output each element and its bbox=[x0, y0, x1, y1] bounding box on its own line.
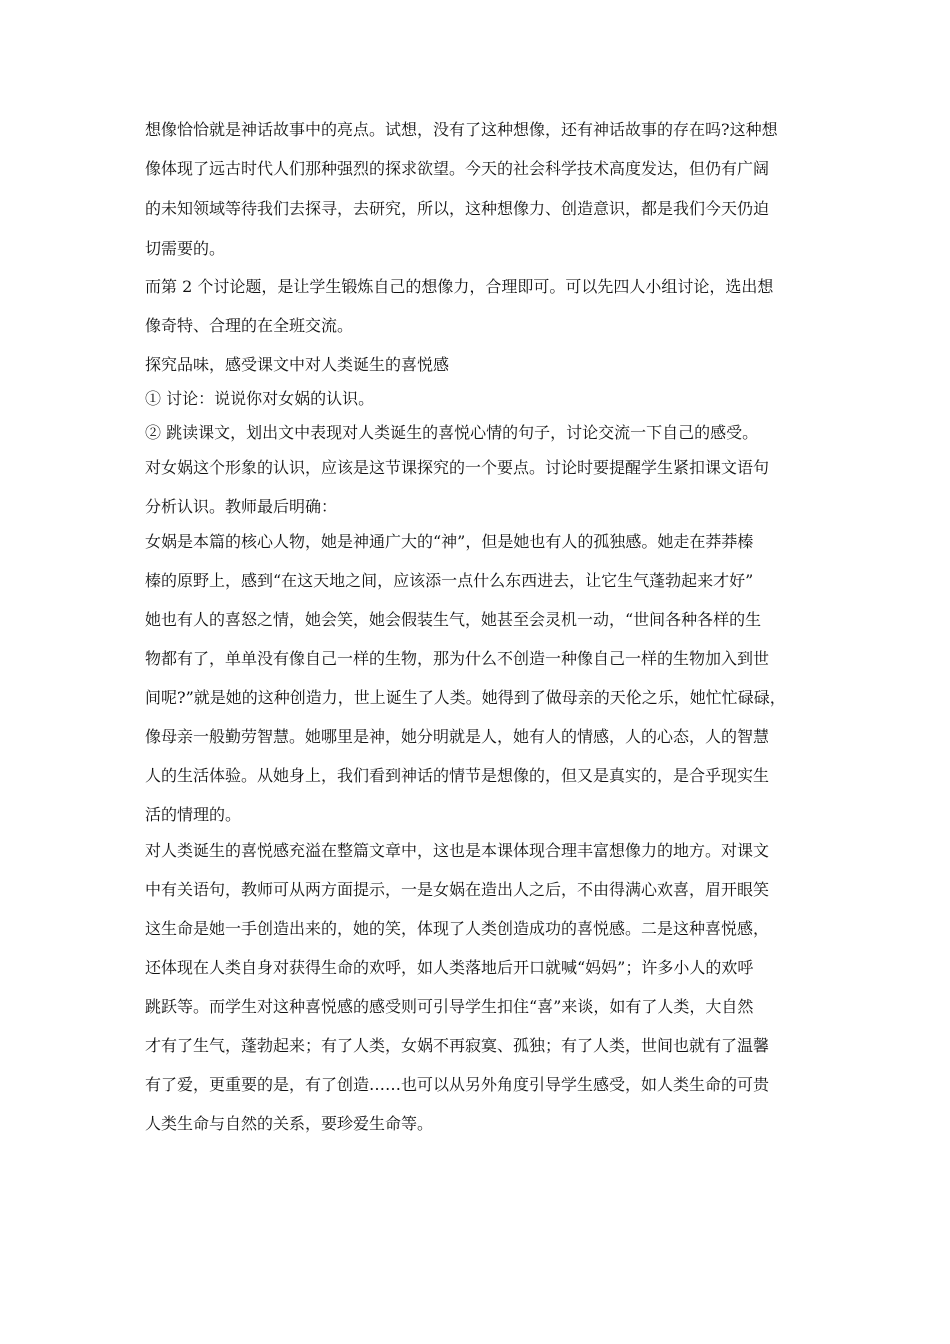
text-line: 跳跃等。而学生对这种喜悦感的感受则可引导学生扣住“喜”来谈，如有了人类，大自然 bbox=[145, 997, 754, 1016]
text-line: 人类生命与自然的关系，要珍爱生命等。 bbox=[145, 1114, 434, 1133]
list-item: ② 跳读课文，划出文中表现对人类诞生的喜悦心情的句子，讨论交流一下自己的感受。 bbox=[145, 423, 759, 442]
text-line: 榛的原野上，感到“在这天地之间，应该添一点什么东西进去，让它生气蓬勃起来才好” bbox=[145, 571, 754, 590]
text-line: 这生命是她一手创造出来的，她的笑，体现了人类创造成功的喜悦感。二是这种喜悦感， bbox=[145, 919, 770, 938]
text-line: 的未知领域等待我们去探寻，去研究，所以，这种想像力、创造意识，都是我们今天仍迫 bbox=[145, 199, 770, 218]
text-line: 物都有了，单单没有像自己一样的生物，那为什么不创造一种像自己一样的生物加入到世 bbox=[145, 649, 770, 668]
text-line: 才有了生气，蓬勃起来；有了人类，女娲不再寂寞、孤独；有了人类，世间也就有了温馨 bbox=[145, 1036, 770, 1055]
text-line: 人的生活体验。从她身上，我们看到神话的情节是想像的，但又是真实的，是合乎现实生 bbox=[145, 766, 770, 785]
list-item: ① 讨论：说说你对女娲的认识。 bbox=[145, 389, 375, 408]
text-line: 中有关语句，教师可从两方面提示，一是女娲在造出人之后，不由得满心欢喜，眉开眼笑 bbox=[145, 880, 770, 899]
text-line: 女娲是本篇的核心人物，她是神通广大的“神”，但是她也有人的孤独感。她走在莽莽榛 bbox=[145, 532, 754, 551]
section-heading: 探究品味，感受课文中对人类诞生的喜悦感 bbox=[145, 355, 450, 374]
text-line: 而第 2 个讨论题，是让学生锻炼自己的想像力，合理即可。可以先四人小组讨论，选出想 bbox=[145, 277, 774, 296]
text-line: 像体现了远古时代人们那种强烈的探求欲望。今天的社会科学技术高度发达，但仍有广阔 bbox=[145, 159, 770, 178]
text-line: 分析认识。教师最后明确： bbox=[145, 497, 338, 516]
text-line: 有了爱，更重要的是，有了创造……也可以从另外角度引导学生感受，如人类生命的可贵 bbox=[145, 1075, 770, 1094]
text-line: 想像恰恰就是神话故事中的亮点。试想，没有了这种想像，还有神话故事的存在吗?这种想 bbox=[145, 120, 778, 139]
text-line: 还体现在人类自身对获得生命的欢呼，如人类落地后开口就喊“妈妈”；许多小人的欢呼 bbox=[145, 958, 754, 977]
text-line: 像奇特、合理的在全班交流。 bbox=[145, 316, 354, 335]
text-line: 切需要的。 bbox=[145, 239, 226, 258]
text-line: 对人类诞生的喜悦感充溢在整篇文章中，这也是本课体现合理丰富想像力的地方。对课文 bbox=[145, 841, 770, 860]
text-line: 她也有人的喜怒之情，她会笑，她会假装生气，她甚至会灵机一动，“世间各种各样的生 bbox=[145, 610, 762, 629]
text-line: 像母亲一般勤劳智慧。她哪里是神，她分明就是人，她有人的情感，人的心态，人的智慧 bbox=[145, 727, 770, 746]
text-line: 间呢?”就是她的这种创造力，世上诞生了人类。她得到了做母亲的天伦之乐，她忙忙碌碌， bbox=[145, 688, 786, 707]
text-line: 活的情理的。 bbox=[145, 805, 242, 824]
text-line: 对女娲这个形象的认识，应该是这节课探究的一个要点。讨论时要提醒学生紧扣课文语句 bbox=[145, 458, 770, 477]
